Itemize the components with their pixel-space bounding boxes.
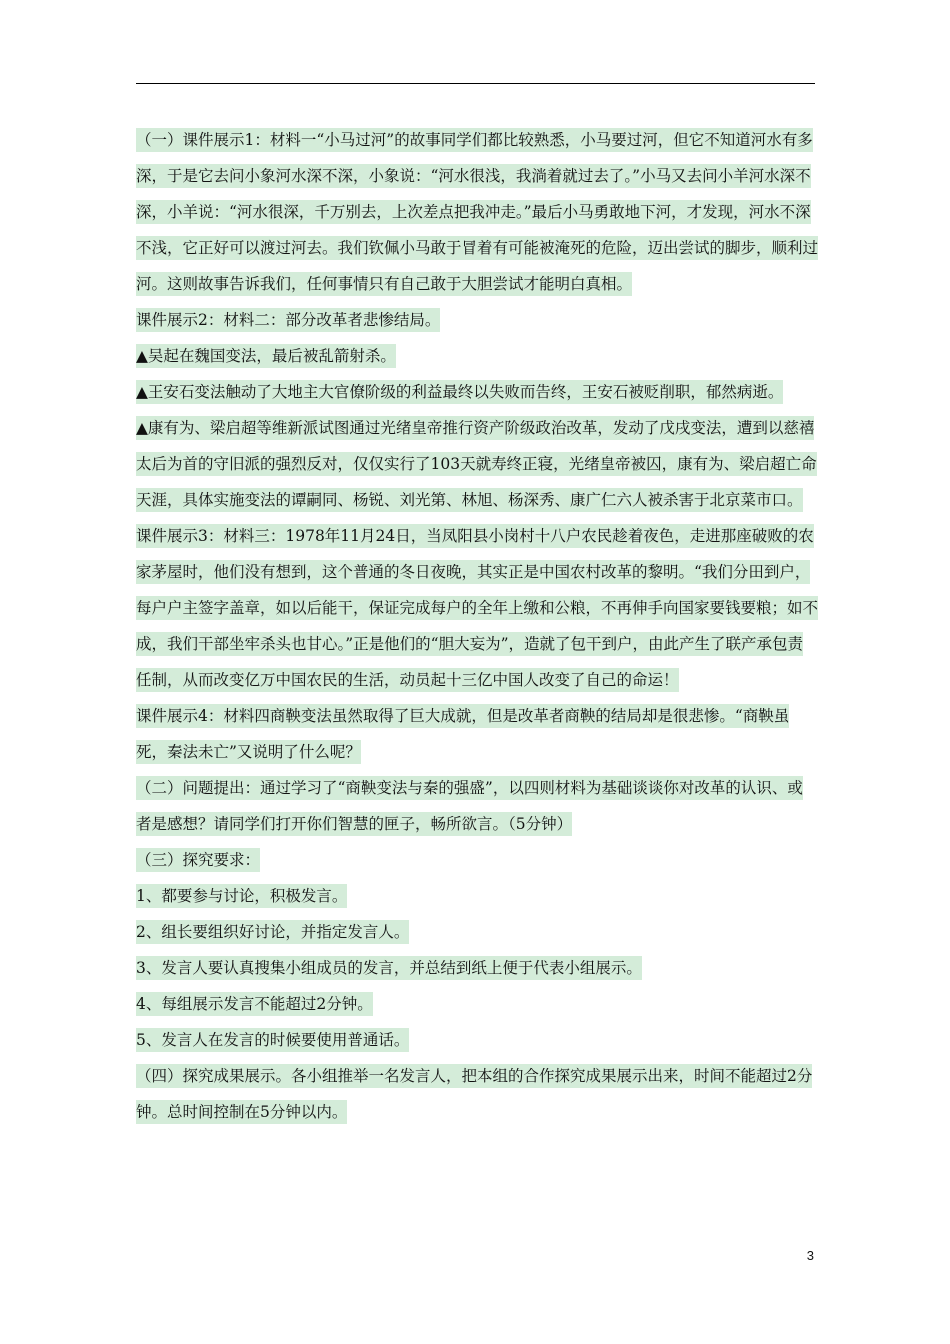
paragraph-material-3 — [136, 518, 818, 698]
paragraph-text: （二）问题提出：通过学习了“商鞅变法与秦的强盛”，以四则材料为基础谈谈你对改革的认识、或者是感想？请同学们打开你们智慧的匣子，畅所欲言。（5分钟） — [136, 776, 803, 836]
list-item-requirement-2 — [136, 914, 818, 950]
paragraph-material-4 — [136, 698, 818, 770]
paragraph-text: （四）探究成果展示。各小组推举一名发言人，把本组的合作探究成果展示出来，时间不能超过2分钟。总时间控制在5分钟以内。 — [136, 1064, 812, 1124]
page-number: 3 — [806, 1248, 814, 1263]
list-item-requirement-5 — [136, 1022, 818, 1058]
paragraph-text: 4、每组展示发言不能超过2分钟。 — [136, 992, 373, 1016]
paragraph-text: 课件展示4：材料四商鞅变法虽然取得了巨大成就，但是改革者商鞅的结局却是很悲惨。“商鞅虽死，秦法未亡”又说明了什么呢？ — [136, 704, 789, 764]
paragraph-text: （三）探究要求： — [136, 848, 260, 872]
paragraph-text: 3、发言人要认真搜集小组成员的发言，并总结到纸上便于代表小组展示。 — [136, 956, 642, 980]
paragraph-material-1 — [136, 122, 818, 302]
paragraph-text: 5、发言人在发言的时候要使用普通话。 — [136, 1028, 409, 1052]
paragraph-text: 2、组长要组织好讨论，并指定发言人。 — [136, 920, 409, 944]
paragraph-text: ▲康有为、梁启超等维新派试图通过光绪皇帝推行资产阶级政治改革，发动了戊戌变法，遭到以慈禧太后为首的守旧派的强烈反对，仅仅实行了103天就寿终正寝，光绪皇帝被囚，康有为、梁启超亡命天涯，具体实施变法的谭嗣同、杨锐、刘光第、林旭、杨深秀、康广仁六人被杀害于北京菜市口。 — [136, 416, 817, 512]
paragraph-material-2-intro — [136, 302, 818, 338]
header-rule — [136, 83, 815, 84]
list-item-requirement-4 — [136, 986, 818, 1022]
list-item-requirement-1 — [136, 878, 818, 914]
bullet-wang-anshi — [136, 374, 818, 410]
bullet-wu-qi — [136, 338, 818, 374]
paragraph-text: 1、都要参与讨论，积极发言。 — [136, 884, 347, 908]
paragraph-question — [136, 770, 818, 842]
paragraph-text: ▲吴起在魏国变法，最后被乱箭射杀。 — [136, 344, 396, 368]
paragraph-text: ▲王安石变法触动了大地主大官僚阶级的利益最终以失败而告终，王安石被贬削职，郁然病逝。 — [136, 380, 783, 404]
paragraph-results — [136, 1058, 818, 1130]
paragraph-text: （一）课件展示1：材料一“小马过河”的故事同学们都比较熟悉，小马要过河，但它不知道河水有多深，于是它去问小象河水深不深，小象说：“河水很浅，我淌着就过去了。”小马又去问小羊河水深不深，小羊说：“河水很深，千万别去，上次差点把我冲走。”最后小马勇敢地下河，才发现，河水不深不浅，它正好可以渡过河去。我们钦佩小马敢于冒着有可能被淹死的危险，迈出尝试的脚步，顺利过河。这则故事告诉我们，任何事情只有自己敢于大胆尝试才能明白真相。 — [136, 128, 818, 296]
document-body — [136, 122, 818, 1130]
list-item-requirement-3 — [136, 950, 818, 986]
bullet-kang-youwei — [136, 410, 818, 518]
paragraph-requirements-heading — [136, 842, 818, 878]
paragraph-text: 课件展示3：材料三：1978年11月24日，当凤阳县小岗村十八户农民趁着夜色，走进那座破败的农家茅屋时，他们没有想到，这个普通的冬日夜晚，其实正是中国农村改革的黎明。“我们分田到户，每户户主签字盖章，如以后能干，保证完成每户的全年上缴和公粮，不再伸手向国家要钱要粮；如不成，我们干部坐牢杀头也甘心。”正是他们的“胆大妄为”，造就了包干到户，由此产生了联产承包责任制，从而改变亿万中国农民的生活，动员起十三亿中国人改变了自己的命运！ — [136, 524, 818, 692]
paragraph-text: 课件展示2：材料二：部分改革者悲惨结局。 — [136, 308, 440, 332]
